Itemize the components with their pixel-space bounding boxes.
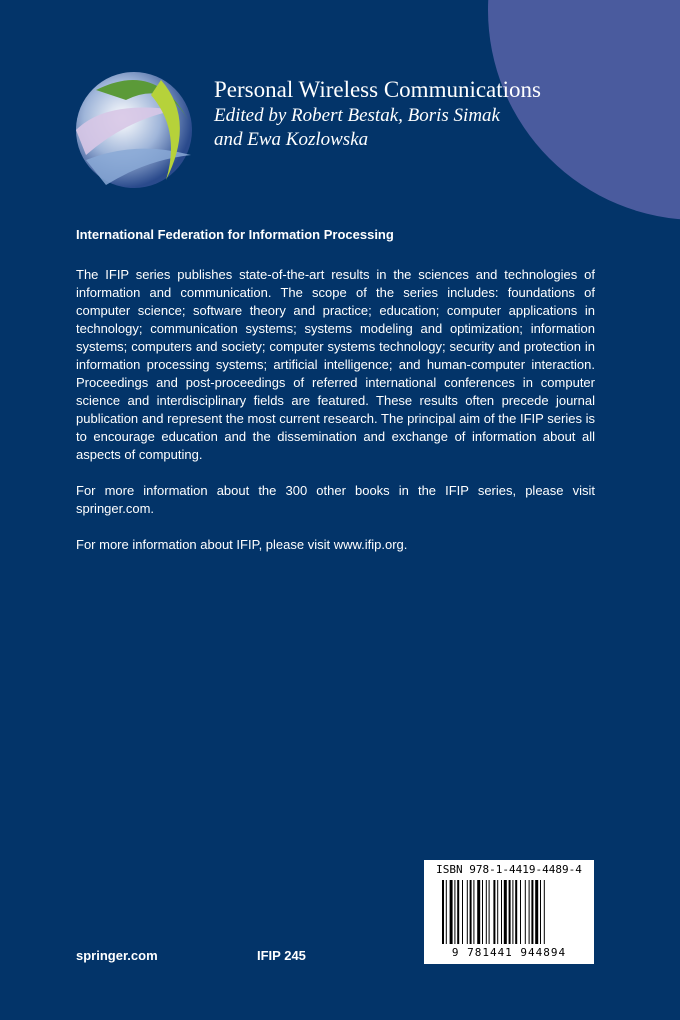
editors-line-1: Edited by Robert Bestak, Boris Simak xyxy=(214,105,500,126)
description-content xyxy=(76,226,595,572)
more-books-paragraph: For more information about the 300 other books in the IFIP series, please visit springer.com. xyxy=(76,483,595,516)
ifip-info-paragraph: For more information about IFIP, please visit www.ifip.org. xyxy=(76,537,408,552)
content-heading: International Federation for Information Processing xyxy=(76,227,394,242)
publisher-url: springer.com xyxy=(76,948,158,963)
springer-globe-logo-icon xyxy=(66,60,202,196)
barcode-bars xyxy=(442,880,576,944)
series-title-block xyxy=(214,76,614,152)
series-number: IFIP 245 xyxy=(257,948,306,963)
isbn-label: ISBN 978-1-4419-4489-4 xyxy=(436,863,582,876)
isbn-barcode xyxy=(424,860,594,964)
barcode-digits: 9 781441 944894 xyxy=(451,946,567,959)
editors-line-2: and Ewa Kozlowska xyxy=(214,129,369,150)
series-title: Personal Wireless Communications xyxy=(214,77,541,102)
description-paragraph: The IFIP series publishes state-of-the-art results in the sciences and technologies of information and communication. The scope of the series includes: foundations of computer science; software theory and practice; education; computer applications in technology; communication systems; systems modeling and optimization; information systems; computers and society; computer systems technology; security and protection in information processing systems; artificial intelligence; and human-computer interaction. Proceedings and post-proceedings of referred international conferences in computer science and interdisciplinary fields are featured. These results often precede journal publication and represent the most current research. The principal aim of the IFIP series is to encourage education and the dissemination and exchange of information about all aspects of computing. xyxy=(76,267,595,462)
